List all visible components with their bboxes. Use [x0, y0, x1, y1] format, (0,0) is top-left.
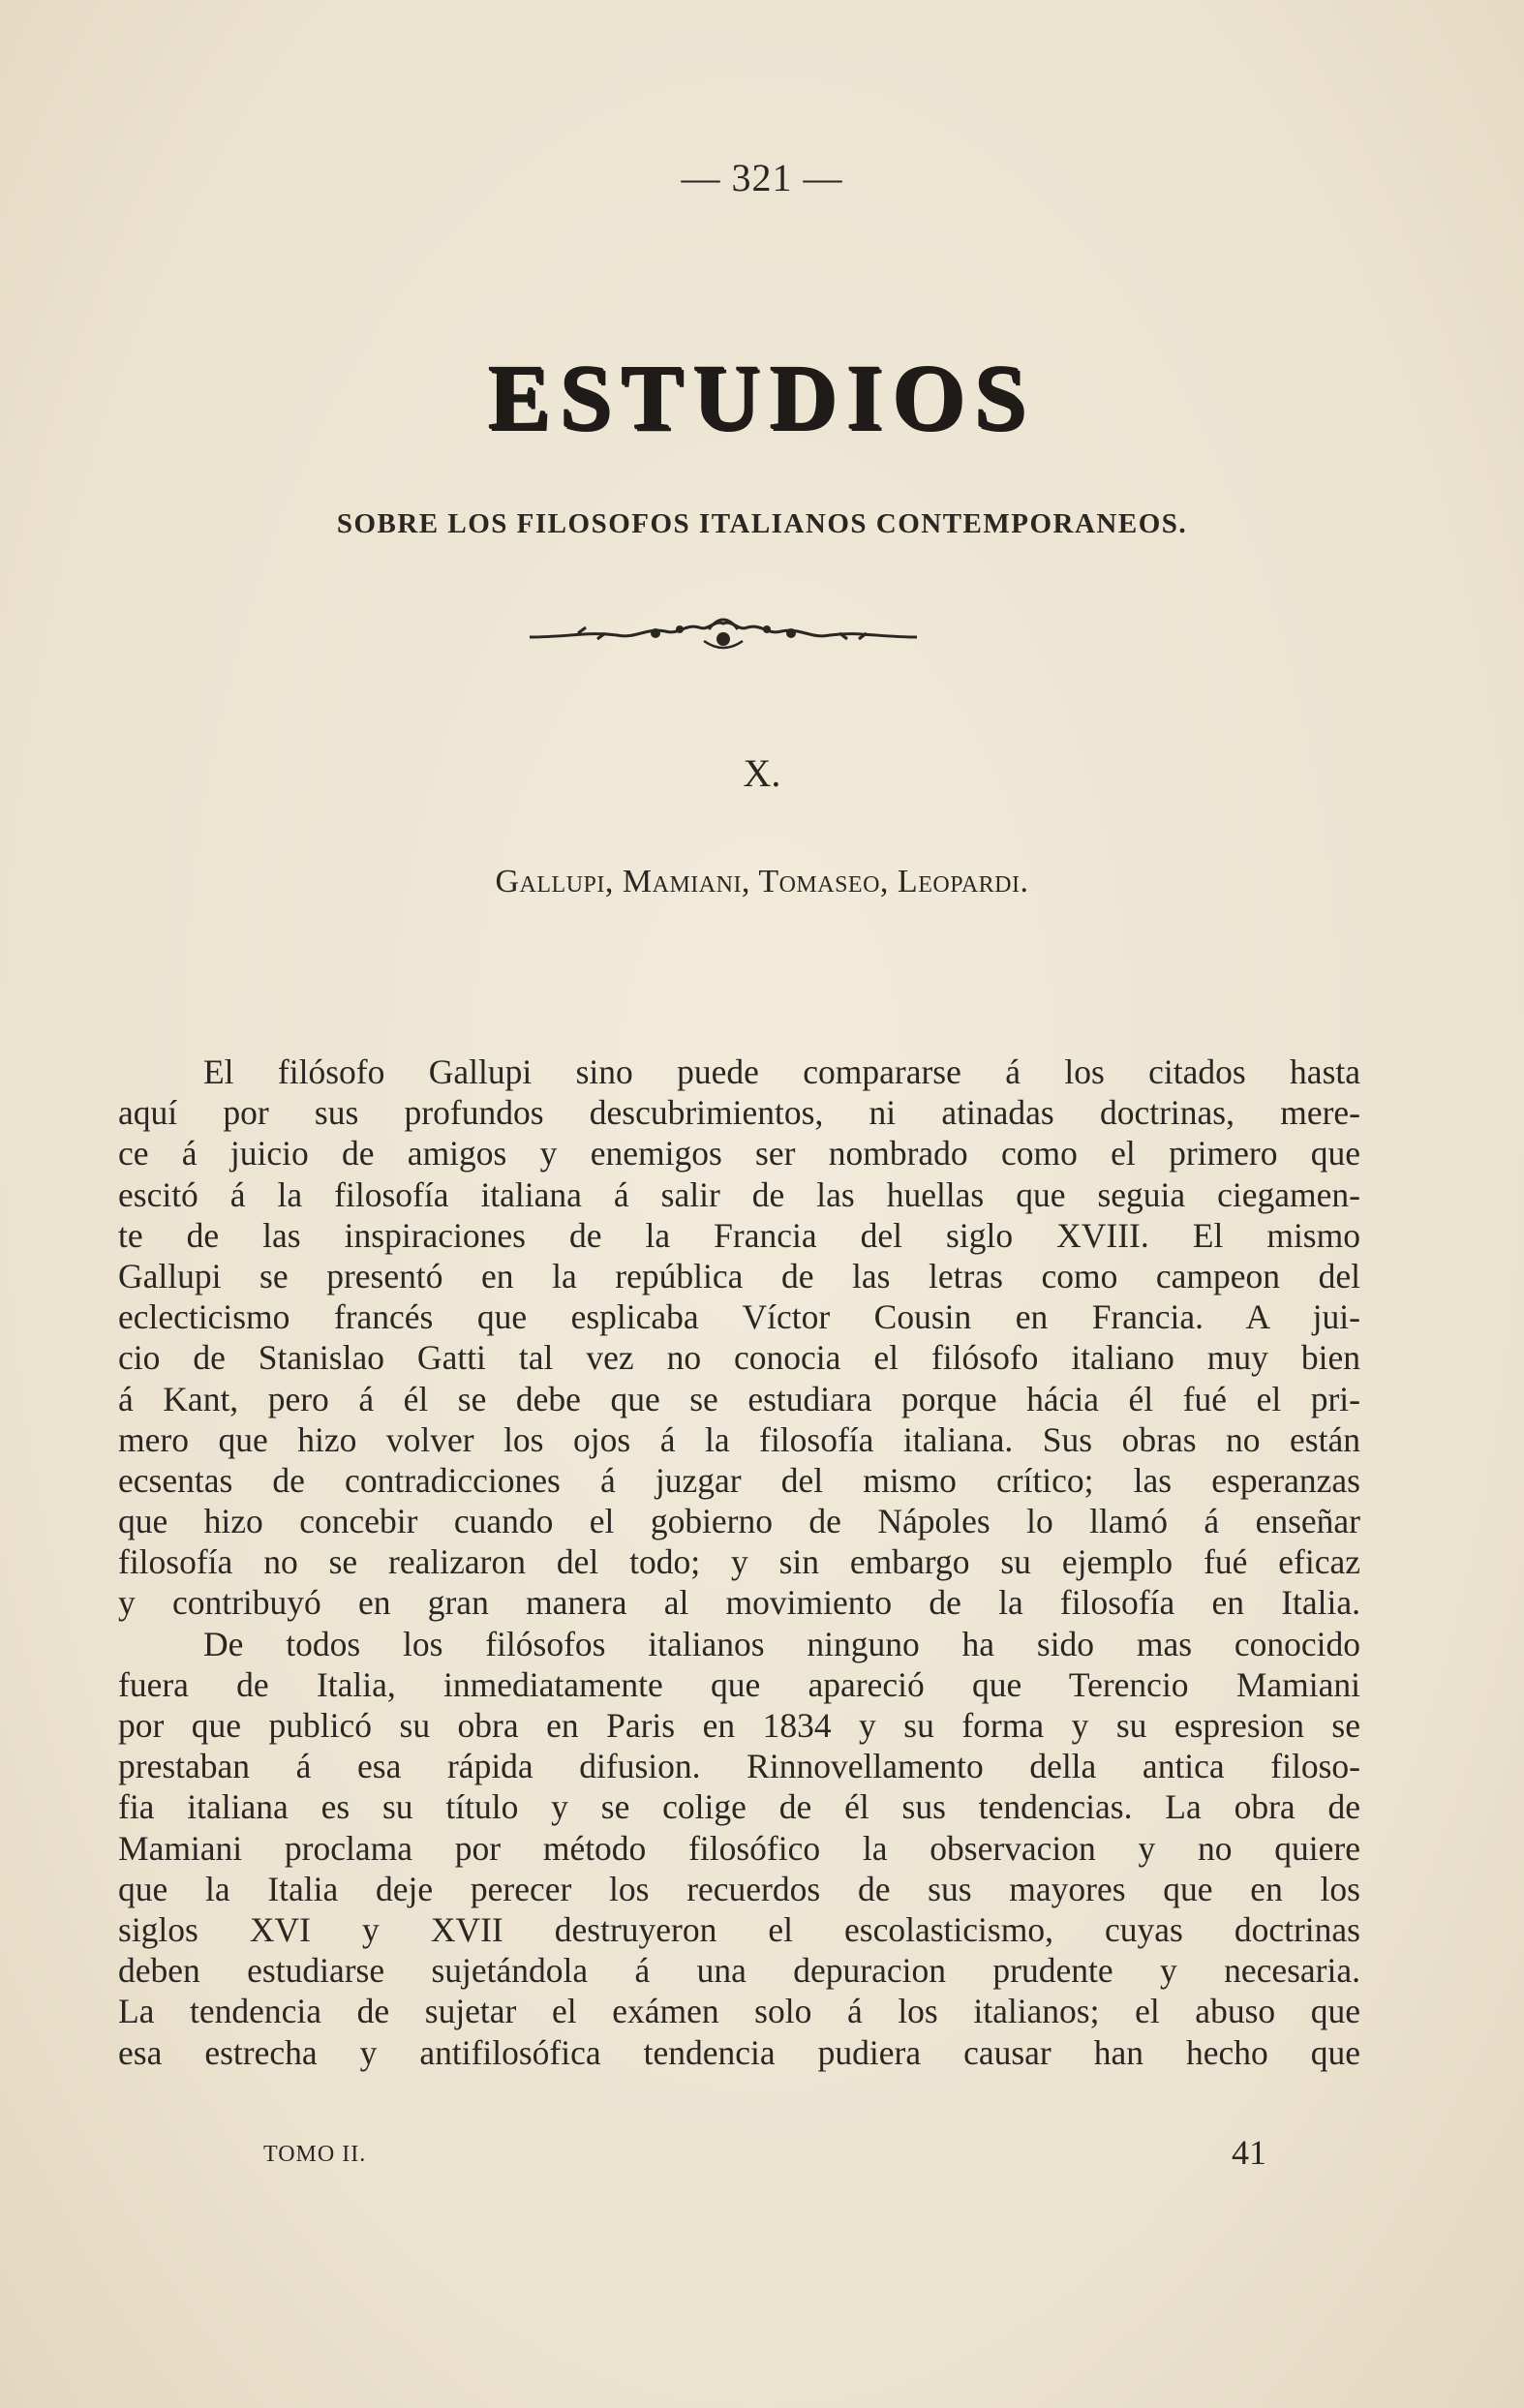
ornament-divider-icon: [520, 610, 927, 658]
body-text: [118, 1052, 1360, 2073]
footer-signature: 41: [1232, 2133, 1266, 2172]
paragraph-line: eclecticismo francés que esplicaba Víctor Cousin en Francia. A jui-: [118, 1297, 1360, 1337]
paragraph-line: Mamiani proclama por método filosófico la observacion y no quiere: [118, 1828, 1360, 1868]
paragraph-line: cio de Stanislao Gatti tal vez no conocia el filósofo italiano muy bien: [118, 1338, 1360, 1378]
paragraph-line: El filósofo Gallupi sino puede compararse á los citados hasta: [203, 1052, 1360, 1091]
paragraph-line: De todos los filósofos italianos ninguno ha sido mas conocido: [203, 1624, 1360, 1663]
section-heading-text: Gallupi, Mamiani, Tomaseo, Leopardi.: [495, 864, 1029, 899]
paragraph-line: ce á juicio de amigos y enemigos ser nombrado como el primero que: [118, 1134, 1360, 1174]
section-number: X.: [743, 751, 781, 795]
paragraph-line: prestaban á esa rápida difusion. Rinnovellamento della antica filoso-: [118, 1747, 1360, 1786]
page-title: ESTUDIOS: [488, 346, 1036, 449]
paragraph-line: mero que hizo volver los ojos á la filosofía italiana. Sus obras no están: [118, 1419, 1360, 1459]
section-heading: [0, 864, 1524, 900]
paragraph-line: ecsentas de contradicciones á juzgar del mismo crítico; las esperanzas: [118, 1460, 1360, 1500]
paragraph-line: y contribuyó en gran manera al movimiento de la filosofía en Italia.: [118, 1583, 1360, 1623]
paragraph-line: que hizo concebir cuando el gobierno de Nápoles lo llamó á enseñar: [118, 1502, 1360, 1541]
paragraph-line: filosofía no se realizaron del todo; y sin embargo su ejemplo fué eficaz: [118, 1542, 1360, 1582]
paragraph-line: por que publicó su obra en Paris en 1834 y su forma y su espresion se: [118, 1706, 1360, 1745]
paragraph-line: fia italiana es su título y se colige de él sus tendencias. La obra de: [118, 1787, 1360, 1827]
paragraph-line: te de las inspiraciones de la Francia del siglo XVIII. El mismo: [118, 1215, 1360, 1255]
paragraph-line: esa estrecha y antifilosófica tendencia pudiera causar han hecho que: [118, 2032, 1360, 2072]
paragraph-line: Gallupi se presentó en la república de las letras como campeon del: [118, 1256, 1360, 1295]
paragraph-line: á Kant, pero á él se debe que se estudiara porque hácia él fué el pri-: [118, 1379, 1360, 1418]
page-number: — 321 —: [681, 156, 843, 199]
paragraph-line: deben estudiarse sujetándola á una depuracion prudente y necesaria.: [118, 1951, 1360, 1991]
page-subtitle: SOBRE LOS FILOSOFOS ITALIANOS CONTEMPORANEOS.: [336, 508, 1188, 539]
paragraph-line: siglos XVI y XVII destruyeron el escolasticismo, cuyas doctrinas: [118, 1909, 1360, 1949]
paragraph-line: aquí por sus profundos descubrimientos, ni atinadas doctrinas, mere-: [118, 1093, 1360, 1133]
paragraph-line: escitó á la filosofía italiana á salir de las huellas que seguia ciegamen-: [118, 1174, 1360, 1214]
paragraph-line: que la Italia deje perecer los recuerdos de sus mayores que en los: [118, 1869, 1360, 1908]
paragraph-line: fuera de Italia, inmediatamente que apareció que Terencio Mamiani: [118, 1664, 1360, 1704]
footer-volume: TOMO II.: [263, 2142, 367, 2167]
paragraph-line: La tendencia de sujetar el exámen solo á los italianos; el abuso que: [118, 1992, 1360, 2031]
